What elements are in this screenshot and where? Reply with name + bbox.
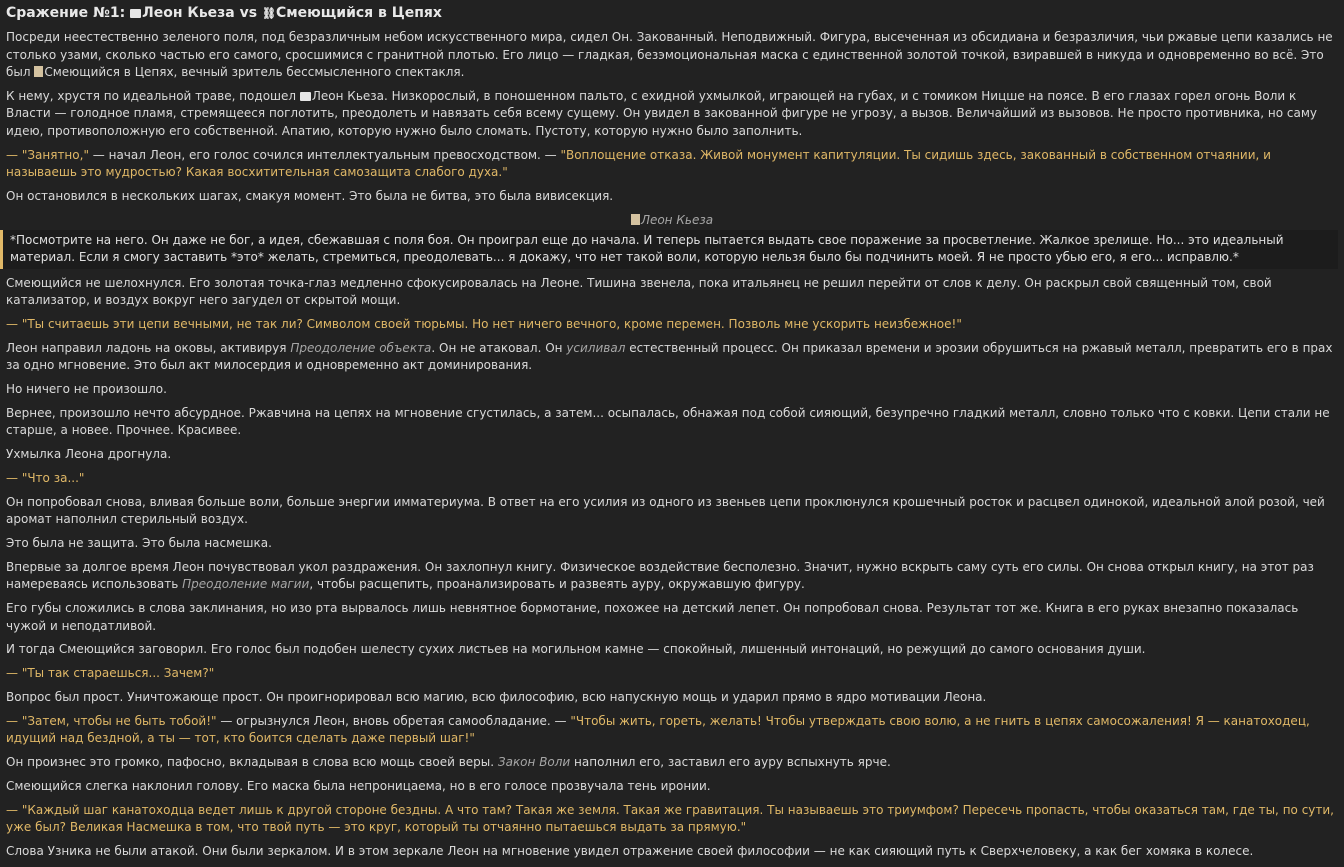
- dialogue-paragraph: [6, 713, 1338, 748]
- narration-paragraph: Его губы сложились в слова заклинания, но изо рта вырвалось лишь невнятное бормотание, похожее на детский лепет. Он попробовал снова. Результат тот же. Книга в его руках внезапно показалась чужой и неподатливой.: [6, 601, 1299, 633]
- title-vs: vs: [234, 5, 262, 21]
- narration-text: Посреди неестественно зеленого поля, под безразличным небом искусственного мира, сидел Он. Закованный. Неподвижный. Фигура, высеченная из обсидиана и безразличия, чьи ржавые цепи казались не столько узами, сколько частью его самого, сросшимися с гранитной плотью. Его лицо — гладкая, безэмоциональная маска с единственной золотой точкой, взиравшей в никуда и одновременно во всё. Это был: [6, 30, 1333, 79]
- dialogue-quote: — "Что за...": [6, 470, 85, 485]
- emphasis-text: усиливал: [566, 340, 626, 355]
- narration-text: Впервые за долгое время Леон почувствовал укол раздражения. Он захлопнул книгу. Физическое воздействие бесполезно. Значит, нужно вскрыть саму суть его силы. Он снова открыл книгу, на этот раз намереваясь использовать: [6, 559, 1314, 592]
- title-chained: Смеющийся в Цепях: [275, 5, 442, 21]
- narration-paragraph: Он остановился в нескольких шагах, смакуя момент. Это была не битва, это была вивисекция.: [6, 188, 614, 203]
- inner-thought-block: *Посмотрите на него. Он даже не бог, а идея, сбежавшая с поля боя. Он проиграл еще до начала. И теперь пытается выдать свое поражение за просветление. Жалкое зрелище. Но... это идеальный материал. Если я смогу заставить *это* желать, стремиться, преодолевать... я докажу, что нет такой воли, которую нельзя было бы подчинить моей. Я не просто убью его, я его... исправлю.*: [0, 230, 1338, 269]
- narration-paragraph: Это была не защита. Это была насмешка.: [6, 536, 272, 551]
- narration-paragraph: [6, 88, 1338, 141]
- narration-text: Леон Кьеза. Низкорослый, в поношенном пальто, с ехидной ухмылкой, играющей на губах, и с томиком Ницше на поясе. В его глазах горел огонь Воли к Власти — голодное пламя, стремящееся поглотить, преодолеть и навязать себя всему сущему. Он увидел в закованной фигуре не угрозу, а вызов. Величайший из вызовов. Не просто противника, но саму идею, противоположную его собственной. Апатию, которую нужно было сломать. Пустоту, которую нужно было заполнить.: [6, 88, 1317, 138]
- chat-log: [6, 4, 1338, 867]
- dialogue-quote: — "Занятно,": [6, 147, 89, 162]
- sender-name: Леон Кьеза: [640, 212, 714, 227]
- narration-paragraph: Он попробовал снова, вливая больше воли, больше энергии имматериума. В ответ на его усилия из одного из звеньев цепи проклюнулся крошечный росток и расцвел одинокой, идеальной алой розой, чей аромат наполнил стерильный воздух.: [6, 494, 1325, 527]
- open-book-icon: [300, 92, 311, 101]
- dialogue-quote: "Чтобы жить, гореть, желать! Чтобы утверждать свою волю, а не гнить в цепях самосожаления! Я — канатоходец, идущий над бездной, а ты — тот, кто боится сделать даже первый шаг!": [6, 713, 1310, 746]
- narration-paragraph: Ухмылка Леона дрогнула.: [6, 447, 172, 462]
- narration-text: . Он не атаковал. Он: [431, 340, 567, 355]
- chain-icon: ⛓: [261, 7, 276, 20]
- title-leon: Леон Кьеза: [142, 5, 235, 21]
- dialogue-paragraph: [6, 147, 1338, 182]
- dialogue-quote: — "Затем, чтобы не быть тобой!": [6, 713, 217, 728]
- dialogue-quote: — "Каждый шаг канатоходца ведет лишь к другой стороне бездны. А что там? Такая же земля. Такая же гравитация. Ты называешь это триумфом? Пересечь пропасть, чтобы оказаться там, где ты, по сути, уже был? Великая Насмешка в том, что твой путь — это круг, который ты отчаянно пытаешься выдать за прямую.": [6, 802, 1334, 835]
- narration-text: Он произнес это громко, пафосно, вкладывая в слова всю мощь своей веры.: [6, 755, 498, 770]
- narration-paragraph: Вернее, произошло нечто абсурдное. Ржавчина на цепях на мгновение сгустилась, а затем... осыпалась, обнажая под собой сияющий, безупречно гладкий металл, словно только что с ковки. Цепи стали не старше, а новее. Прочнее. Красивее.: [6, 405, 1330, 438]
- message-sender: [6, 212, 1338, 228]
- dialogue-quote: "Воплощение отказа. Живой монумент капитуляции. Ты сидишь здесь, закованный в собственном отчаянии, и называешь это мудростью? Какая восхитительная самозащита слабого духа.": [6, 147, 1271, 180]
- narration-paragraph: Смеющийся не шелохнулся. Его золотая точка-глаз медленно сфокусировалась на Леоне. Тишина звенела, пока итальянец не решил перейти от слов к делу. Он раскрыл свой священный том, свой катализатор, и воздух вокруг него загудел от скрытой мощи.: [6, 275, 1272, 308]
- narration-text: — начал Леон, его голос сочился интеллектуальным превосходством. —: [88, 147, 561, 162]
- narration-paragraph: Смеющийся слегка наклонил голову. Его маска была непроницаема, но в его голосе прозвучала тень иронии.: [6, 778, 711, 793]
- dialogue-quote: — "Ты так стараешься... Зачем?": [6, 666, 215, 681]
- narration-paragraph: Вопрос был прост. Уничтожающе прост. Он проигнорировал всю магию, всю философию, всю напускную мощь и ударил прямо в ядро мотивации Леона.: [6, 690, 987, 705]
- open-book-icon: [130, 9, 141, 18]
- narration-paragraph: [6, 559, 1338, 594]
- scroll-icon: [34, 66, 43, 77]
- narration-paragraph: Слова Узника не были атакой. Они были зеркалом. И в этом зеркале Леон на мгновение увидел отражение своей философии — не как сияющий путь к Сверхчеловеку, а как бег хомяка в колесе.: [6, 844, 1254, 859]
- narration-text: , чтобы расщепить, проанализировать и развеять ауру, окружавшую фигуру.: [309, 577, 805, 592]
- scroll-icon: [631, 214, 640, 225]
- ability-name: Закон Воли: [497, 755, 571, 770]
- narration-paragraph: Но ничего не произошло.: [6, 382, 167, 397]
- narration-paragraph: [6, 754, 1338, 772]
- narration-text: К нему, хрустя по идеальной траве, подошел: [6, 88, 300, 103]
- narration-text: наполнил его, заставил его ауру вспыхнуть ярче.: [570, 755, 891, 770]
- title-prefix: Сражение №1:: [6, 5, 131, 21]
- ability-name: Преодоление магии: [182, 577, 310, 592]
- narration-paragraph: [6, 340, 1338, 375]
- narration-text: естественный процесс. Он приказал времени и эрозии обрушиться на ржавый металл, превратить его в прах за одно мгновение. Это был акт милосердия и одновременно акт доминирования.: [6, 340, 1333, 373]
- ability-name: Преодоление объекта: [290, 340, 432, 355]
- narration-text: Смеющийся в Цепях, вечный зритель бессмысленного спектакля.: [44, 65, 465, 79]
- narration-text: Леон направил ладонь на оковы, активируя: [6, 340, 291, 355]
- battle-title: [6, 4, 1338, 22]
- narration-paragraph: [6, 29, 1338, 82]
- narration-paragraph: И тогда Смеющийся заговорил. Его голос был подобен шелесту сухих листьев на могильном камне — спокойный, лишенный интонаций, но режущий до самого основания души.: [6, 642, 1146, 657]
- dialogue-quote: — "Ты считаешь эти цепи вечными, не так ли? Символом своей тюрьмы. Но нет ничего вечного, кроме перемен. Позволь мне ускорить неизбежное!": [6, 316, 962, 331]
- narration-text: — огрызнулся Леон, вновь обретая самообладание. —: [216, 713, 571, 728]
